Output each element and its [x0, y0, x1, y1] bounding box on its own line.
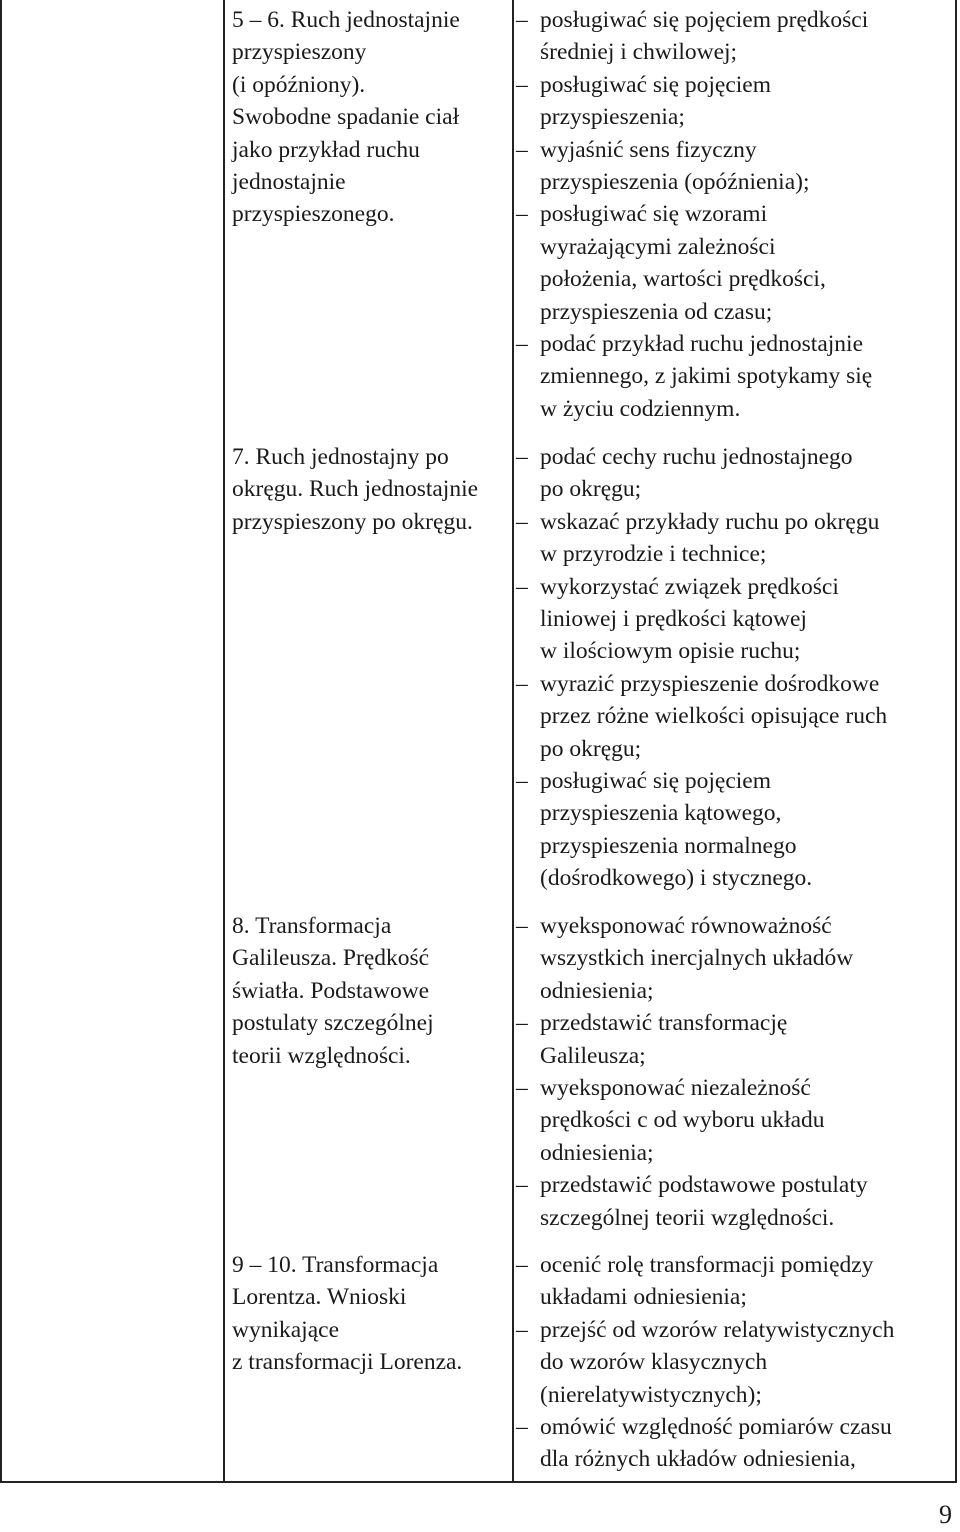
topic-line: (i opóźniony).: [232, 71, 366, 98]
topic-line: okręgu. Ruch jednostajnie: [232, 476, 479, 503]
outcome-item: [516, 134, 956, 199]
outcome-line: w ilościowym opisie ruchu;: [540, 638, 801, 665]
outcome-item: [516, 441, 956, 506]
outcome-item: [516, 4, 956, 69]
outcome-line: przyspieszenia normalnego: [540, 832, 797, 859]
outcome-line: po okręgu;: [540, 735, 642, 762]
bullet-dash: –: [516, 201, 528, 228]
outcome-line: przez różne wielkości opisujące ruch: [540, 703, 888, 730]
outcome-line: (dośrodkowego) i stycznego.: [540, 865, 813, 892]
topic-line: 7. Ruch jednostajny po: [232, 444, 449, 470]
outcome-item: [516, 765, 956, 895]
outcome-item: [516, 506, 956, 571]
outcome-line: wyrazić przyspieszenie dośrodkowe: [540, 670, 880, 697]
outcome-line: odniesienia;: [540, 1139, 654, 1166]
outcome-line: przyspieszenia od czasu;: [540, 298, 773, 325]
topic-line: Galileusza. Prędkość: [232, 945, 430, 972]
outcome-line: posługiwać się wzorami: [540, 201, 768, 228]
outcome-line: przejść od wzorów relatywistycznych: [540, 1316, 895, 1343]
outcome-line: wyeksponować niezależność: [540, 1075, 811, 1102]
outcome-line: przedstawić transformację: [540, 1010, 788, 1037]
outcomes-cell: [516, 4, 956, 425]
topic-line: 5 – 6. Ruch jednostajnie: [232, 7, 460, 33]
topic-line: teorii względności.: [232, 1042, 411, 1069]
topic-cell: [232, 910, 507, 1072]
outcome-line: (nierelatywistycznych);: [540, 1381, 762, 1408]
bullet-dash: –: [516, 573, 528, 600]
outcome-line: wszystkich inercjalnych układów: [540, 945, 854, 972]
outcome-line: posługiwać się pojęciem prędkości: [540, 7, 869, 33]
outcome-line: wykorzystać związek prędkości: [540, 573, 839, 600]
bullet-dash: –: [516, 1414, 528, 1441]
outcome-item: [516, 328, 956, 425]
bullet-dash: –: [516, 71, 528, 98]
bullet-dash: –: [516, 508, 528, 535]
outcome-line: odniesienia;: [540, 977, 654, 1004]
outcome-line: omówić względność pomiarów czasu: [540, 1414, 892, 1441]
outcome-line: dla różnych układów odniesienia,: [540, 1446, 856, 1473]
topic-line: światła. Podstawowe: [232, 977, 430, 1004]
outcome-line: przedstawić podstawowe postulaty: [540, 1172, 868, 1199]
topic-line: jako przykład ruchu: [232, 136, 420, 163]
topic-line: Lorentza. Wnioski: [232, 1284, 407, 1311]
outcome-item: [516, 571, 956, 668]
outcome-line: przyspieszenia (opóźnienia);: [540, 169, 810, 196]
topic-cell: [232, 4, 507, 231]
topic-cell: [232, 441, 507, 538]
bullet-dash: –: [516, 136, 528, 163]
bullet-dash: –: [516, 331, 528, 358]
outcome-item: [516, 198, 956, 328]
outcome-item: [516, 1411, 956, 1476]
topic-line: przyspieszony po okręgu.: [232, 508, 473, 535]
bullet-dash: –: [516, 1316, 528, 1343]
bullet-dash: –: [516, 768, 528, 795]
topic-line: jednostajnie: [232, 169, 346, 196]
outcome-line: średniej i chwilowej;: [540, 39, 738, 66]
topic-line: 8. Transformacja: [232, 913, 392, 939]
outcome-line: wskazać przykłady ruchu po okręgu: [540, 508, 880, 535]
bullet-dash: –: [516, 913, 528, 939]
topic-line: postulaty szczególnej: [232, 1010, 434, 1037]
bullet-dash: –: [516, 1252, 528, 1278]
bullet-dash: –: [516, 7, 528, 33]
outcome-item: [516, 1249, 956, 1314]
outcomes-cell: [516, 441, 956, 895]
outcome-line: posługiwać się pojęciem: [540, 768, 772, 795]
topic-line: wynikające: [232, 1316, 340, 1343]
outcome-line: liniowej i prędkości kątowej: [540, 606, 807, 633]
bullet-dash: –: [516, 1075, 528, 1102]
outcome-line: przyspieszenia kątowego,: [540, 800, 782, 827]
outcome-item: [516, 910, 956, 1007]
outcome-line: wyeksponować równoważność: [540, 913, 832, 939]
outcome-item: [516, 1072, 956, 1169]
outcome-item: [516, 1314, 956, 1411]
outcome-line: układami odniesienia;: [540, 1284, 747, 1311]
topic-line: z transformacji Lorenza.: [232, 1349, 463, 1376]
outcome-line: wyrażającymi zależności: [540, 233, 776, 260]
bullet-dash: –: [516, 1172, 528, 1199]
outcome-line: ocenić rolę transformacji pomiędzy: [540, 1252, 874, 1278]
topic-line: Swobodne spadanie ciał: [232, 104, 460, 131]
outcome-line: wyjaśnić sens fizyczny: [540, 136, 757, 163]
bullet-dash: –: [516, 1010, 528, 1037]
outcome-line: szczególnej teorii względności.: [540, 1204, 835, 1231]
outcome-line: podać przykład ruchu jednostajnie: [540, 331, 864, 358]
topic-line: przyspieszonego.: [232, 201, 395, 228]
column-divider-right: [512, 0, 514, 1481]
outcome-line: do wzorów klasycznych: [540, 1349, 768, 1376]
outcome-item: [516, 1169, 956, 1234]
topic-line: 9 – 10. Transformacja: [232, 1252, 439, 1278]
outcome-item: [516, 668, 956, 765]
bullet-dash: –: [516, 670, 528, 697]
outcome-line: posługiwać się pojęciem: [540, 71, 772, 98]
bullet-dash: –: [516, 444, 528, 470]
column-divider-left: [223, 0, 225, 1481]
outcome-item: [516, 1007, 956, 1072]
page-number: 9: [939, 1500, 952, 1529]
topic-line: przyspieszony: [232, 39, 367, 66]
outcome-line: podać cechy ruchu jednostajnego: [540, 444, 853, 470]
outcome-line: Galileusza;: [540, 1042, 646, 1069]
outcome-line: położenia, wartości prędkości,: [540, 266, 826, 293]
outcome-line: zmiennego, z jakimi spotykamy się: [540, 363, 873, 390]
outcomes-cell: [516, 1249, 956, 1476]
outcome-item: [516, 69, 956, 134]
outcome-line: w życiu codziennym.: [540, 395, 741, 422]
outcomes-cell: [516, 910, 956, 1234]
topic-cell: [232, 1249, 507, 1379]
outcome-line: po okręgu;: [540, 476, 642, 503]
outcome-line: prędkości c od wyboru układu: [540, 1107, 825, 1134]
outcome-line: przyspieszenia;: [540, 104, 685, 131]
outcome-line: w przyrodzie i technice;: [540, 541, 767, 568]
